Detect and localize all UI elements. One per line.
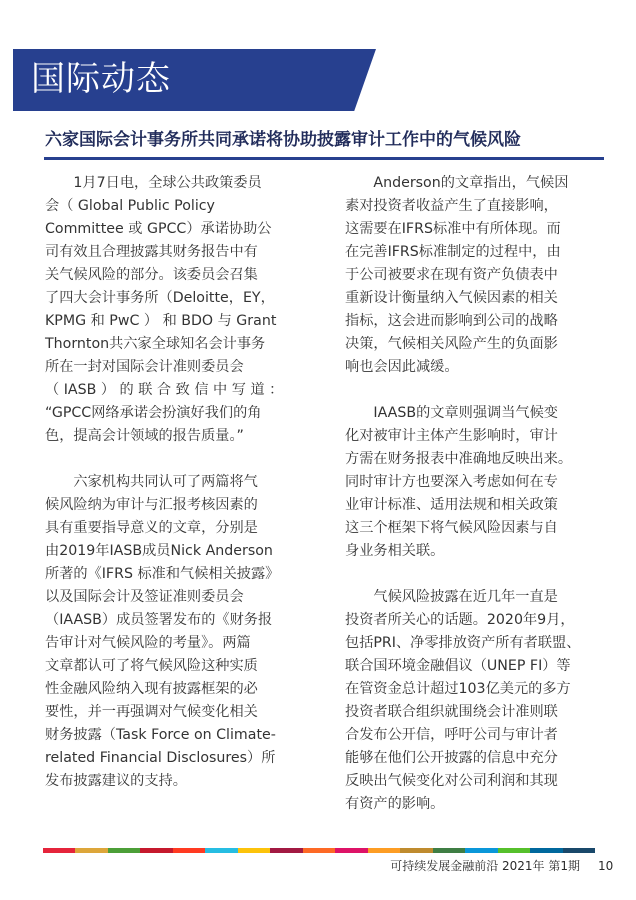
- paragraph-line: 在完善IFRS标准制定的过程中，由: [345, 244, 561, 260]
- paragraph-line: 合发布公开信，呼吁公司与审计者: [345, 727, 558, 743]
- publication-title: 可持续发展金融前沿 2021年 第1期: [390, 859, 580, 873]
- paragraph-line: （IAASB）成员签署发布的《财务报: [45, 612, 273, 628]
- paragraph-line: 投资者所关心的话题。2020年9月，: [345, 612, 575, 628]
- sdg-color-segment: [530, 848, 562, 853]
- paragraph-line: 反映出气候变化对公司利润和其现: [345, 773, 558, 789]
- paragraph-line: 业审计标准、适用法规和相关政策: [345, 497, 558, 513]
- sdg-color-segment: [140, 848, 172, 853]
- paragraph-line: 身业务相关联。: [345, 543, 445, 559]
- sdg-color-segment: [303, 848, 335, 853]
- paragraph-line: 在管资金总计超过103亿美元的多方: [345, 681, 571, 697]
- paragraph-line: 性金融风险纳入现有披露框架的必: [45, 681, 258, 697]
- paragraph-line: 响也会因此减缓。: [345, 359, 459, 375]
- right-column: [345, 172, 587, 839]
- paragraph-line: 以及国际会计及签证准则委员会: [45, 589, 244, 605]
- article-paragraph: [45, 471, 287, 793]
- section-title: 国际动态: [31, 59, 171, 99]
- paragraph-line: 关气候风险的部分。该委员会召集: [45, 267, 258, 283]
- paragraph-line: 气候风险披露在近几年一直是: [373, 589, 558, 605]
- paragraph-line: 包括PRI、净零排放资产所有者联盟、: [345, 635, 581, 651]
- paragraph-line: 发布披露建议的支持。: [45, 773, 187, 789]
- left-column: [45, 172, 287, 816]
- sdg-color-segment: [400, 848, 432, 853]
- paragraph-line: KPMG 和 PwC ） 和 BDO 与 Grant: [45, 313, 277, 329]
- paragraph-line: 于公司被要求在现有资产负债表中: [345, 267, 558, 283]
- paragraph-line: 投资者联合组织就围绕会计准则联: [345, 704, 558, 720]
- article-paragraph: [45, 172, 287, 448]
- paragraph-line: （ IASB ） 的 联 合 致 信 中 写 道 ：: [45, 382, 284, 398]
- paragraph-line: 指标，这会进而影响到公司的战略: [345, 313, 558, 329]
- paragraph-line: Committee 或 GPCC）承诺协助公: [45, 221, 272, 237]
- paragraph-line: Thornton共六家全球知名会计事务: [45, 336, 266, 352]
- paragraph-line: 所在一封对国际会计准则委员会: [45, 359, 244, 375]
- sdg-color-segment: [433, 848, 465, 853]
- paragraph-line: Anderson的文章指出，气候因: [373, 175, 569, 191]
- paragraph-line: 候风险纳为审计与汇报考核因素的: [45, 497, 258, 513]
- sdg-color-strip: [43, 848, 595, 853]
- sdg-color-segment: [270, 848, 302, 853]
- sdg-color-segment: [173, 848, 205, 853]
- paragraph-line: 方需在财务报表中准确地反映出来。: [345, 451, 573, 467]
- paragraph-line: 财务披露（Task Force on Climate-: [45, 727, 276, 743]
- paragraph-line: 决策，气候相关风险产生的负面影: [345, 336, 558, 352]
- paragraph-line: 会（ Global Public Policy: [45, 198, 215, 214]
- paragraph-line: IAASB的文章则强调当气候变: [373, 405, 558, 421]
- paragraph-line: 1月7日电，全球公共政策委员: [73, 175, 262, 191]
- paragraph-line: 能够在他们公开披露的信息中充分: [345, 750, 558, 766]
- article-paragraph: [345, 586, 587, 816]
- paragraph-line: 所著的《IFRS 标准和气候相关披露》: [45, 566, 280, 582]
- sdg-color-segment: [465, 848, 497, 853]
- sdg-color-segment: [335, 848, 367, 853]
- paragraph-line: 这需要在IFRS标准中有所体现。而: [345, 221, 561, 237]
- article-headline: 六家国际会计事务所共同承诺将协助披露审计工作中的气候风险: [45, 130, 521, 150]
- paragraph-line: 由2019年IASB成员Nick Anderson: [45, 543, 273, 559]
- paragraph-line: 化对被审计主体产生影响时，审计: [345, 428, 558, 444]
- paragraph-line: 色，提高会计领域的报告质量。”: [45, 428, 244, 444]
- sdg-color-segment: [75, 848, 107, 853]
- paragraph-line: related Financial Disclosures）所: [45, 750, 276, 766]
- paragraph-line: 告审计对气候风险的考量》。两篇: [45, 635, 251, 651]
- page-number: 10: [598, 859, 614, 873]
- article-paragraph: [345, 402, 587, 563]
- sdg-color-segment: [563, 848, 595, 853]
- paragraph-line: 联合国环境金融倡议（UNEP FI）等: [345, 658, 571, 674]
- paragraph-line: “GPCC网络承诺会扮演好我们的角: [45, 405, 262, 421]
- paragraph-line: 这三个框架下将气候风险因素与自: [345, 520, 558, 536]
- paragraph-line: 了四大会计事务所（Deloitte，EY，: [45, 290, 275, 306]
- paragraph-line: 要性，并一再强调对气候变化相关: [45, 704, 258, 720]
- paragraph-line: 文章都认可了将气候风险这种实质: [45, 658, 258, 674]
- paragraph-line: 同时审计方也要深入考虑如何在专: [345, 474, 558, 490]
- sdg-color-segment: [108, 848, 140, 853]
- paragraph-line: 重新设计衡量纳入气候因素的相关: [345, 290, 558, 306]
- paragraph-line: 六家机构共同认可了两篇将气: [73, 474, 258, 490]
- sdg-color-segment: [238, 848, 270, 853]
- sdg-color-segment: [368, 848, 400, 853]
- sdg-color-segment: [498, 848, 530, 853]
- paragraph-line: 有资产的影响。: [345, 796, 445, 812]
- sdg-color-segment: [43, 848, 75, 853]
- headline-divider: [44, 157, 604, 160]
- article-paragraph: [345, 172, 587, 379]
- sdg-color-segment: [205, 848, 237, 853]
- paragraph-line: 司有效且合理披露其财务报告中有: [45, 244, 258, 260]
- paragraph-line: 具有重要指导意义的文章，分别是: [45, 520, 258, 536]
- paragraph-line: 素对投资者收益产生了直接影响，: [345, 198, 558, 214]
